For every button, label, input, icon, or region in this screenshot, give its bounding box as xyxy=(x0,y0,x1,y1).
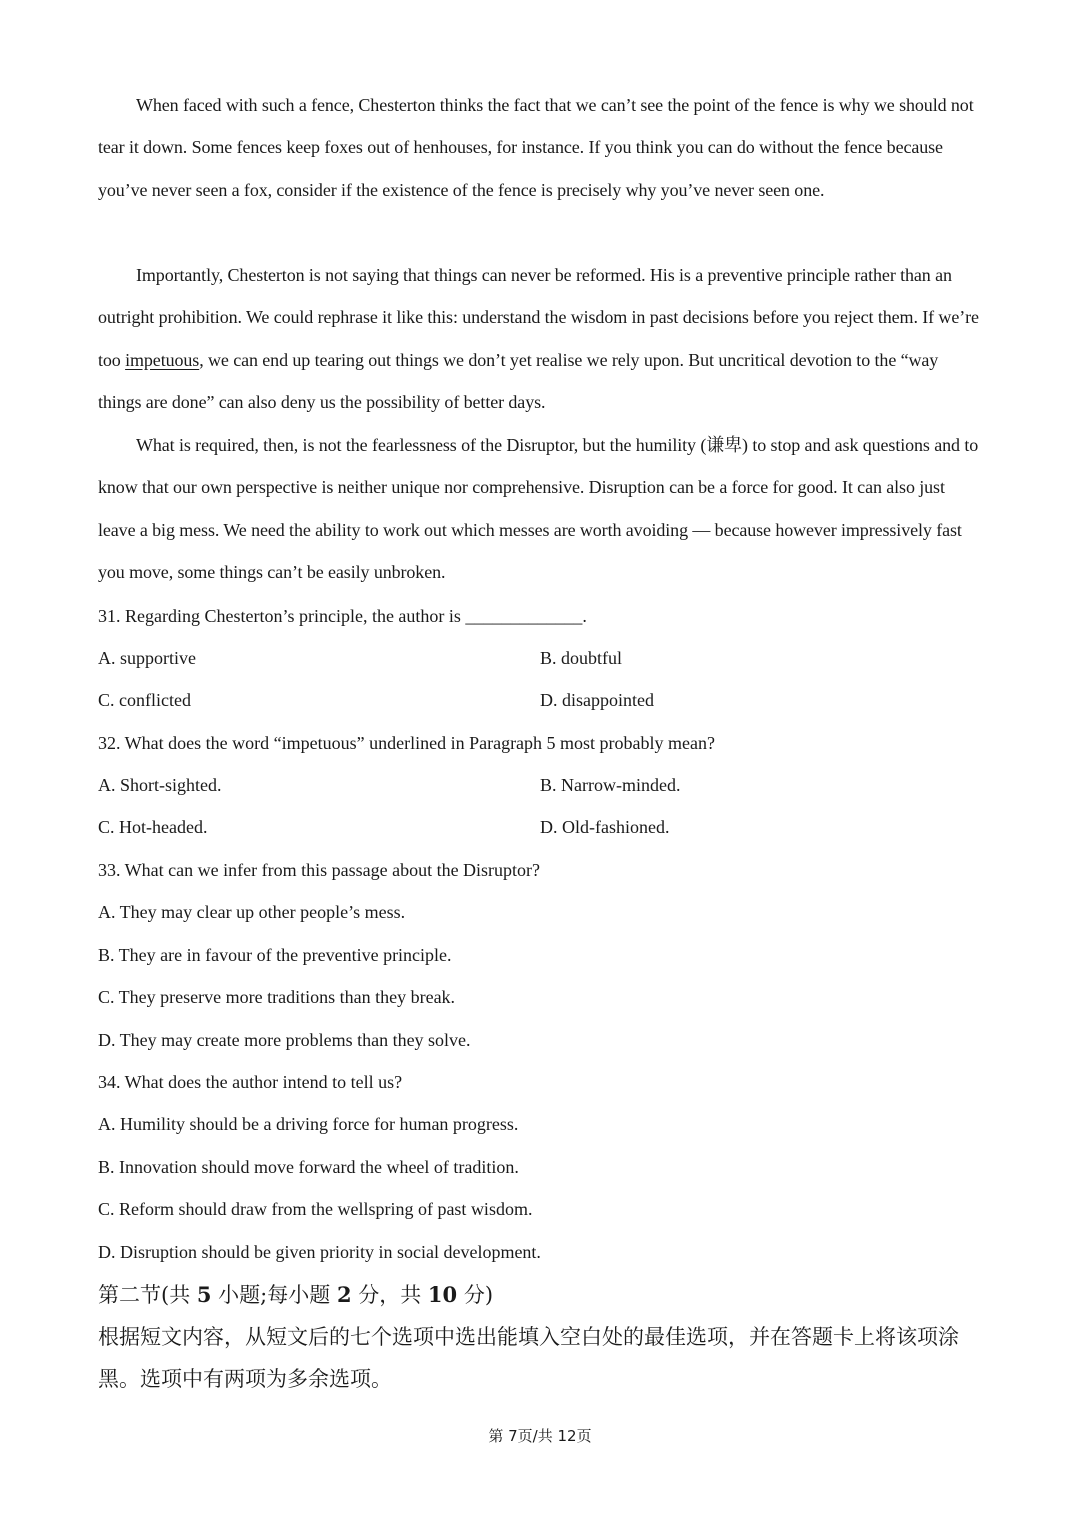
section-2-heading xyxy=(98,1281,493,1309)
section-2-instruction: 根据短文内容，从短文后的七个选项中选出能填入空白处的最佳选项，并在答题卡上将该项涂黑。选项中有两项为多余选项。 xyxy=(98,1325,959,1391)
paragraph-chesterton-principle xyxy=(98,254,982,424)
section-heading-text: 小题;每小题 xyxy=(211,1283,337,1307)
question-31-option-d: D. disappointed xyxy=(540,690,654,710)
question-31-option-b: B. doubtful xyxy=(540,648,623,668)
question-34-option-d: D. Disruption should be given priority in social development. xyxy=(98,1242,541,1262)
total-points: 10 xyxy=(427,1282,458,1307)
paragraph-fence: When faced with such a fence, Chesterton thinks the fact that we can’t see the point of the fence is why we should not tear it down. Some fences keep foxes out of henhouses, for instance. If you think you can do without the fence because you’ve never seen a fox, consider if the existence of the fence is precisely why you’ve never seen one. xyxy=(98,95,974,200)
question-33-option-b: B. They are in favour of the preventive principle. xyxy=(98,945,452,965)
question-34-option-c: C. Reform should draw from the wellspring of past wisdom. xyxy=(98,1199,533,1219)
question-34-option-b: B. Innovation should move forward the wheel of tradition. xyxy=(98,1157,519,1177)
underlined-word-impetuous: impetuous xyxy=(125,349,200,370)
question-32-option-d: D. Old-fashioned. xyxy=(540,817,670,837)
question-32-stem: 32. What does the word “impetuous” underlined in Paragraph 5 most probably mean? xyxy=(98,733,716,753)
question-33-option-d: D. They may create more problems than they solve. xyxy=(98,1030,471,1050)
question-31-stem: 31. Regarding Chesterton’s principle, the author is _____________. xyxy=(98,606,587,626)
question-32-option-c: C. Hot-headed. xyxy=(98,817,208,837)
question-33-stem: 33. What can we infer from this passage about the Disruptor? xyxy=(98,860,541,880)
question-33-option-a: A. They may clear up other people’s mess. xyxy=(98,902,406,922)
question-33-option-c: C. They preserve more traditions than they break. xyxy=(98,987,456,1007)
question-count: 5 xyxy=(196,1282,212,1307)
question-31-option-a: A. supportive xyxy=(98,648,196,668)
question-32-option-b: B. Narrow-minded. xyxy=(540,775,681,795)
question-34-stem: 34. What does the author intend to tell us? xyxy=(98,1072,403,1092)
points-per-question: 2 xyxy=(336,1282,352,1307)
paragraph-text-after: , we can end up tearing out things we don’t yet realise we rely upon. But uncritical devotion to the “way things are done” can also deny us the possibility of better days. xyxy=(98,349,939,413)
question-34-option-a: A. Humility should be a driving force for human progress. xyxy=(98,1114,519,1134)
paragraph-humility: What is required, then, is not the fearlessness of the Disruptor, but the humility (谦卑) to stop and ask questions and to know that our own perspective is neither unique nor comprehensive. Disruption can be a force for good. It can also just leave a big mess. We need the ability to work out which messes are worth avoiding — because however impressively fast you move, some things can’t be easily unbroken. xyxy=(98,435,979,583)
paragraph-text-before: Importantly, Chesterton is not saying that things can never be reformed. His is a preventive principle rather than an outright prohibition. We could rephrase it like this: understand the wisdom in past decisions before you reject them. If we’re too xyxy=(98,265,979,370)
question-32-option-a: A. Short-sighted. xyxy=(98,775,222,795)
page-number-footer: 第 7页/共 12页 xyxy=(488,1427,592,1445)
section-heading-text: 分) xyxy=(457,1283,494,1307)
section-heading-text: 第二节(共 xyxy=(98,1283,197,1307)
question-31-option-c: C. conflicted xyxy=(98,690,191,710)
section-heading-text: 分，共 xyxy=(351,1283,428,1307)
